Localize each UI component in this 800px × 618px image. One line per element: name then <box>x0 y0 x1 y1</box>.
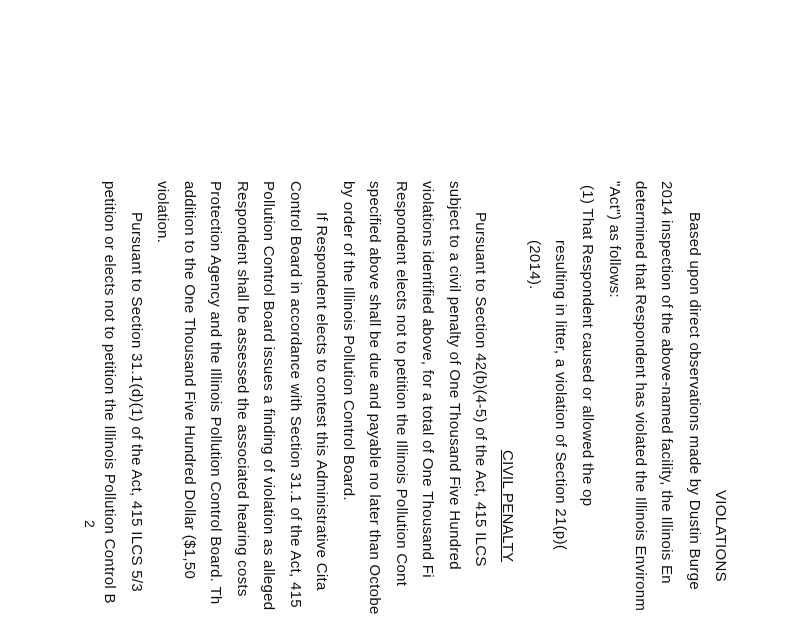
body-line: Pursuant to Section 31.1(d)(1) of the Act, 415 ILCS 5/3 <box>128 212 145 593</box>
body-line: Pollution Control Board issues a finding of violation as alleged <box>260 181 277 611</box>
body-line: "Act") as follows: <box>606 181 623 298</box>
body-line: Pursuant to Section 42(b)(4-5) of the Act, 415 ILCS <box>472 212 489 567</box>
body-line: 2014 inspection of the above-named facility, the Illinois En <box>658 181 675 584</box>
body-line: specified above shall be due and payable no later than Octobe <box>366 181 383 615</box>
body-line: Respondent elects not to petition the Illinois Pollution Cont <box>393 181 410 587</box>
body-line: by order of the Illinois Pollution Control Board. <box>340 181 357 501</box>
body-line: Based upon direct observations made by Dustin Burge <box>686 212 703 591</box>
list-item-line: resulting in litter, a violation of Section 21(p)( <box>552 240 569 551</box>
heading-violations: VIOLATIONS <box>712 490 729 582</box>
heading-civil-penalty: CIVIL PENALTY <box>499 450 516 563</box>
body-line: violations identified above, for a total of One Thousand Fi <box>419 181 436 578</box>
list-item-line: (1) That Respondent caused or allowed the op <box>579 185 596 507</box>
page-number: 2 <box>82 520 98 528</box>
body-line: subject to a civil penalty of One Thousand Five Hundred <box>446 181 463 570</box>
body-line: Respondent shall be assessed the associated hearing costs <box>234 181 251 597</box>
body-line: Protection Agency and the Illinois Pollution Control Board. Th <box>207 181 224 605</box>
body-line: Control Board in accordance with Section 31.1 of the Act, 415 <box>287 181 304 608</box>
list-item-line: (2014). <box>526 240 543 290</box>
body-line: If Respondent elects to contest this Administrative Cita <box>313 212 330 591</box>
body-line: determined that Respondent has violated the Illinois Environm <box>632 181 649 612</box>
body-line: petition or elects not to petition the Illinois Pollution Control B <box>101 181 118 604</box>
body-line: addition to the One Thousand Five Hundred Dollar ($1,50 <box>181 181 198 580</box>
body-line: violation. <box>154 181 171 244</box>
